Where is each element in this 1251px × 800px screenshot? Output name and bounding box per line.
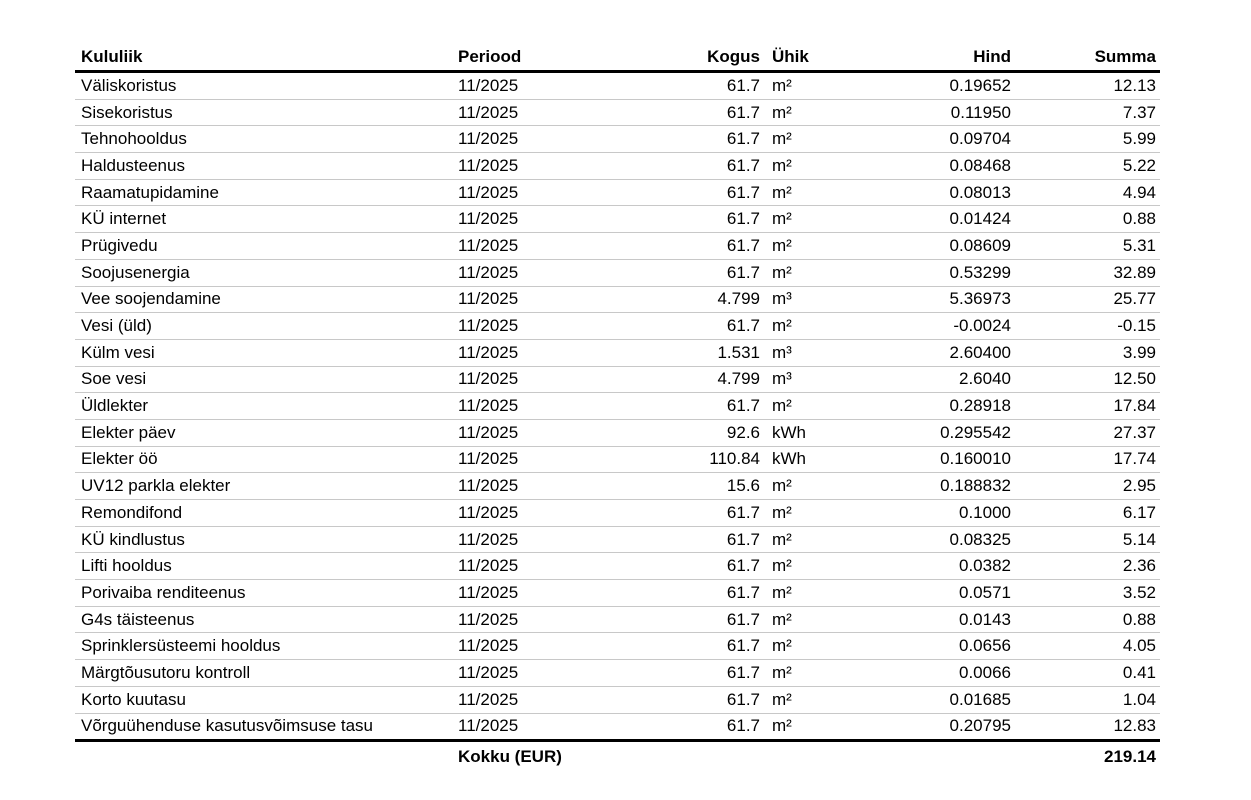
cell-quantity: 61.7: [612, 206, 764, 233]
cell-cost-type: UV12 parkla elekter: [75, 473, 452, 500]
cell-quantity: 61.7: [612, 99, 764, 126]
cell-sum: 3.52: [1017, 580, 1160, 607]
table-row: [75, 126, 1160, 153]
cell-cost-type: Väliskoristus: [75, 72, 452, 100]
cell-cost-type: Elekter öö: [75, 446, 452, 473]
table-body: [75, 72, 1160, 741]
cell-period: 11/2025: [452, 313, 612, 340]
total-spacer: [75, 741, 452, 773]
cell-period: 11/2025: [452, 633, 612, 660]
table-row: [75, 313, 1160, 340]
table-row: [75, 339, 1160, 366]
cell-cost-type: Külm vesi: [75, 339, 452, 366]
cell-cost-type: Remondifond: [75, 500, 452, 527]
cell-cost-type: Lifti hooldus: [75, 553, 452, 580]
cell-cost-type: Märgtõusutoru kontroll: [75, 660, 452, 687]
cell-period: 11/2025: [452, 419, 612, 446]
cell-cost-type: Prügivedu: [75, 233, 452, 260]
cell-unit: m²: [764, 633, 842, 660]
cell-quantity: 61.7: [612, 660, 764, 687]
cell-quantity: 61.7: [612, 633, 764, 660]
cell-quantity: 110.84: [612, 446, 764, 473]
cell-price: 0.53299: [842, 259, 1017, 286]
cell-price: 0.295542: [842, 419, 1017, 446]
column-header-sum: Summa: [1017, 45, 1160, 72]
cell-price: 5.36973: [842, 286, 1017, 313]
table-footer: [75, 741, 1160, 773]
cell-period: 11/2025: [452, 339, 612, 366]
total-value: 219.14: [1104, 747, 1156, 767]
cell-price: 0.188832: [842, 473, 1017, 500]
cell-quantity: 61.7: [612, 606, 764, 633]
cell-sum: 12.13: [1017, 72, 1160, 100]
cell-price: 0.0382: [842, 553, 1017, 580]
cell-cost-type: Korto kuutasu: [75, 686, 452, 713]
cell-quantity: 61.7: [612, 259, 764, 286]
cell-cost-type: Sprinklersüsteemi hooldus: [75, 633, 452, 660]
cell-price: 0.08325: [842, 526, 1017, 553]
cell-cost-type: Soe vesi: [75, 366, 452, 393]
cell-unit: kWh: [764, 419, 842, 446]
cell-price: 0.08013: [842, 179, 1017, 206]
cell-sum: 5.99: [1017, 126, 1160, 153]
cost-statement: [75, 45, 1160, 772]
cost-table: [75, 45, 1160, 772]
cell-price: 0.0143: [842, 606, 1017, 633]
cell-unit: m²: [764, 126, 842, 153]
cell-quantity: 61.7: [612, 153, 764, 180]
cell-unit: m²: [764, 206, 842, 233]
cell-unit: m²: [764, 580, 842, 607]
cell-sum: 0.88: [1017, 606, 1160, 633]
cell-quantity: 61.7: [612, 526, 764, 553]
cell-price: 0.09704: [842, 126, 1017, 153]
cell-unit: m²: [764, 660, 842, 687]
cell-price: 0.08468: [842, 153, 1017, 180]
cell-price: 0.08609: [842, 233, 1017, 260]
cell-price: 0.0571: [842, 580, 1017, 607]
cell-unit: m²: [764, 153, 842, 180]
table-row: [75, 446, 1160, 473]
cell-unit: m²: [764, 553, 842, 580]
cell-sum: -0.15: [1017, 313, 1160, 340]
cell-period: 11/2025: [452, 233, 612, 260]
cell-period: 11/2025: [452, 393, 612, 420]
cell-period: 11/2025: [452, 153, 612, 180]
cell-cost-type: Tehnohooldus: [75, 126, 452, 153]
column-header-unit: Ühik: [764, 45, 842, 72]
cell-unit: m²: [764, 473, 842, 500]
cell-sum: 17.74: [1017, 446, 1160, 473]
cell-quantity: 4.799: [612, 366, 764, 393]
table-row: [75, 526, 1160, 553]
cell-sum: 7.37: [1017, 99, 1160, 126]
cell-unit: m²: [764, 526, 842, 553]
cell-period: 11/2025: [452, 713, 612, 741]
cell-period: 11/2025: [452, 526, 612, 553]
table-row: [75, 233, 1160, 260]
cell-unit: m³: [764, 366, 842, 393]
cell-cost-type: G4s täisteenus: [75, 606, 452, 633]
column-header-cost-type: Kululiik: [75, 45, 452, 72]
cell-period: 11/2025: [452, 500, 612, 527]
cell-period: 11/2025: [452, 126, 612, 153]
table-row: [75, 179, 1160, 206]
cell-sum: 27.37: [1017, 419, 1160, 446]
cell-sum: 5.22: [1017, 153, 1160, 180]
cell-cost-type: Vee soojendamine: [75, 286, 452, 313]
cell-period: 11/2025: [452, 473, 612, 500]
cell-price: 0.20795: [842, 713, 1017, 741]
cell-period: 11/2025: [452, 206, 612, 233]
cell-period: 11/2025: [452, 366, 612, 393]
cell-quantity: 61.7: [612, 686, 764, 713]
cell-sum: 17.84: [1017, 393, 1160, 420]
cell-unit: m²: [764, 259, 842, 286]
cell-sum: 25.77: [1017, 286, 1160, 313]
cell-unit: m²: [764, 500, 842, 527]
cell-quantity: 61.7: [612, 72, 764, 100]
cell-cost-type: Soojusenergia: [75, 259, 452, 286]
table-header: [75, 45, 1160, 72]
column-header-quantity: Kogus: [612, 45, 764, 72]
table-row: [75, 419, 1160, 446]
cell-period: 11/2025: [452, 606, 612, 633]
cell-unit: m²: [764, 72, 842, 100]
cell-quantity: 15.6: [612, 473, 764, 500]
table-row: [75, 366, 1160, 393]
cell-unit: m²: [764, 393, 842, 420]
cell-quantity: 61.7: [612, 553, 764, 580]
table-row: [75, 713, 1160, 741]
cell-cost-type: KÜ kindlustus: [75, 526, 452, 553]
cell-price: 0.28918: [842, 393, 1017, 420]
cell-quantity: 61.7: [612, 313, 764, 340]
cell-sum: 32.89: [1017, 259, 1160, 286]
cell-sum: 12.50: [1017, 366, 1160, 393]
header-row: [75, 45, 1160, 72]
cell-sum: 4.94: [1017, 179, 1160, 206]
table-row: [75, 580, 1160, 607]
total-label: Kokku (EUR): [458, 747, 562, 767]
cell-unit: m²: [764, 686, 842, 713]
cell-cost-type: Raamatupidamine: [75, 179, 452, 206]
cell-period: 11/2025: [452, 99, 612, 126]
cell-price: 0.01424: [842, 206, 1017, 233]
cell-sum: 12.83: [1017, 713, 1160, 741]
cell-quantity: 4.799: [612, 286, 764, 313]
cell-period: 11/2025: [452, 286, 612, 313]
table-row: [75, 660, 1160, 687]
column-header-price: Hind: [842, 45, 1017, 72]
table-row: [75, 633, 1160, 660]
cell-unit: m²: [764, 99, 842, 126]
cell-price: 0.0656: [842, 633, 1017, 660]
cell-unit: m³: [764, 286, 842, 313]
cell-quantity: 92.6: [612, 419, 764, 446]
cell-sum: 5.14: [1017, 526, 1160, 553]
total-spacer: [842, 741, 1017, 773]
cell-cost-type: Vesi (üld): [75, 313, 452, 340]
cell-period: 11/2025: [452, 446, 612, 473]
cell-unit: m³: [764, 339, 842, 366]
table-row: [75, 72, 1160, 100]
cell-unit: kWh: [764, 446, 842, 473]
cell-cost-type: Elekter päev: [75, 419, 452, 446]
table-row: [75, 259, 1160, 286]
cell-price: 0.0066: [842, 660, 1017, 687]
cell-period: 11/2025: [452, 660, 612, 687]
cell-period: 11/2025: [452, 72, 612, 100]
table-row: [75, 99, 1160, 126]
total-spacer: [764, 741, 842, 773]
cell-price: 0.19652: [842, 72, 1017, 100]
cell-price: 2.6040: [842, 366, 1017, 393]
total-row: [75, 741, 1160, 773]
cell-period: 11/2025: [452, 259, 612, 286]
cell-price: -0.0024: [842, 313, 1017, 340]
cell-period: 11/2025: [452, 686, 612, 713]
table-row: [75, 500, 1160, 527]
cell-quantity: 61.7: [612, 393, 764, 420]
cell-sum: 2.36: [1017, 553, 1160, 580]
table-row: [75, 606, 1160, 633]
cell-price: 0.11950: [842, 99, 1017, 126]
cell-sum: 3.99: [1017, 339, 1160, 366]
table-row: [75, 153, 1160, 180]
table-row: [75, 286, 1160, 313]
cell-quantity: 61.7: [612, 126, 764, 153]
cell-period: 11/2025: [452, 179, 612, 206]
cell-cost-type: Võrguühenduse kasutusvõimsuse tasu: [75, 713, 452, 741]
table-row: [75, 553, 1160, 580]
cell-cost-type: Porivaiba renditeenus: [75, 580, 452, 607]
table-row: [75, 473, 1160, 500]
cell-quantity: 1.531: [612, 339, 764, 366]
cell-unit: m²: [764, 606, 842, 633]
cell-cost-type: Üldlekter: [75, 393, 452, 420]
cell-quantity: 61.7: [612, 500, 764, 527]
cell-sum: 0.41: [1017, 660, 1160, 687]
cell-sum: 6.17: [1017, 500, 1160, 527]
cell-cost-type: Sisekoristus: [75, 99, 452, 126]
cell-price: 0.160010: [842, 446, 1017, 473]
cell-unit: m²: [764, 313, 842, 340]
cell-cost-type: Haldusteenus: [75, 153, 452, 180]
column-header-period: Periood: [452, 45, 612, 72]
cell-quantity: 61.7: [612, 233, 764, 260]
cell-unit: m²: [764, 233, 842, 260]
table-row: [75, 206, 1160, 233]
cell-price: 0.01685: [842, 686, 1017, 713]
cell-sum: 1.04: [1017, 686, 1160, 713]
cell-quantity: 61.7: [612, 713, 764, 741]
cell-sum: 2.95: [1017, 473, 1160, 500]
cell-quantity: 61.7: [612, 179, 764, 206]
cell-sum: 0.88: [1017, 206, 1160, 233]
cell-quantity: 61.7: [612, 580, 764, 607]
cell-unit: m²: [764, 713, 842, 741]
cell-price: 0.1000: [842, 500, 1017, 527]
cell-cost-type: KÜ internet: [75, 206, 452, 233]
cell-sum: 5.31: [1017, 233, 1160, 260]
cell-period: 11/2025: [452, 580, 612, 607]
table-row: [75, 686, 1160, 713]
cell-unit: m²: [764, 179, 842, 206]
cell-period: 11/2025: [452, 553, 612, 580]
table-row: [75, 393, 1160, 420]
cell-price: 2.60400: [842, 339, 1017, 366]
cell-sum: 4.05: [1017, 633, 1160, 660]
